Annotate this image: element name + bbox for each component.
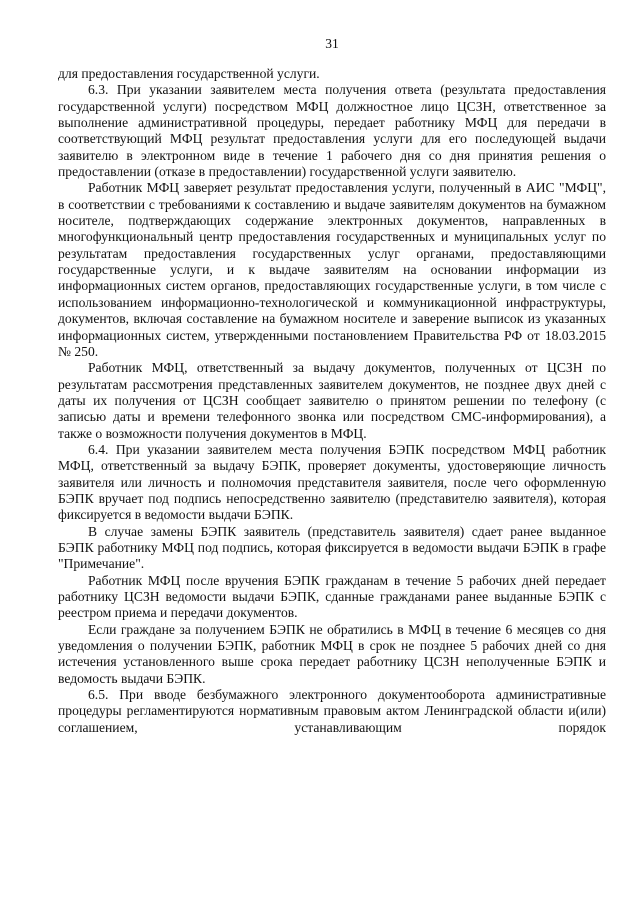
paragraph-bepk-transfer: Работник МФЦ после вручения БЭПК гражданам в течение 5 рабочих дней передает работнику ЦСЗН ведомости выдачи БЭПК, сданные гражданами ранее выданные БЭПК с реестром приема и передачи документов. xyxy=(58,572,606,621)
paragraph-6-3: 6.3. При указании заявителем места получения ответа (результата предоставления государственной услуги) посредством МФЦ должностное лицо ЦСЗН, ответственное за выполнение административной процедуры, передает работнику МФЦ для передачи в соответствующий МФЦ результат предоставления услуги для его последующей выдачи заявителю в электронном виде в течение 1 рабочего дня со дня принятия решения о предоставлении (отказе в предоставлении) государственной услуги заявителю. xyxy=(58,82,606,180)
paragraph-6-5: 6.5. При вводе безбумажного электронного документооборота административные процедуры регламентируются нормативным правовым актом Ленинградской области и(или) соглашением, устанавливающим порядок xyxy=(58,687,606,735)
document-body xyxy=(58,66,606,736)
paragraph-continuation: для предоставления государственной услуги. xyxy=(58,66,320,81)
paragraph-bepk-replacement: В случае замены БЭПК заявитель (представитель заявителя) сдает ранее выданное БЭПК работнику МФЦ под подпись, которая фиксируется в ведомости выдачи БЭПК в графе "Примечание". xyxy=(58,523,606,572)
paragraph-6-4: 6.4. При указании заявителем места получения БЭПК посредством МФЦ работник МФЦ, ответственный за выдачу БЭПК, проверяет документы, удостоверяющие личность заявителя или личность и полномочия представителя заявителя, после чего оформленную БЭПК вручает под подпись непосредственно заявителю (представителю заявителя), которая фиксируется в ведомости выдачи БЭПК. xyxy=(58,441,606,523)
page-number: 31 xyxy=(325,36,339,51)
paragraph-mfc-notification: Работник МФЦ, ответственный за выдачу документов, полученных от ЦСЗН по результатам рассмотрения представленных заявителем документов, не позднее двух дней с даты их получения от ЦСЗН сообщает заявителю о принятом решении по телефону (с записью даты и времени телефонного звонка или посредством СМС-информирования), а также о возможности получения документов в МФЦ. xyxy=(58,360,606,441)
paragraph-bepk-unclaimed: Если граждане за получением БЭПК не обратились в МФЦ в течение 6 месяцев со дня уведомления о получении БЭПК, работник МФЦ в срок не позднее 5 рабочих дней со дня истечения установленного выше срока передает работнику ЦСЗН неполученные БЭПК и ведомость выдачи БЭПК. xyxy=(58,621,606,686)
paragraph-mfc-certification: Работник МФЦ заверяет результат предоставления услуги, полученный в АИС "МФЦ", в соответствии с требованиями к составлению и выдаче заявителям документов на бумажном носителе, подтверждающих содержание электронных документов, направленных в многофункциональный центр предоставления государственных и муниципальных услуг по результатам предоставления государственных услуг органами, предоставляющими государственные услуги, и к выдаче заявителям на основании информации из информационных систем органов, предоставляющих государственные услуги, в том числе с использованием информационно-технологической и коммуникационной инфраструктуры, документов, включая составление на бумажном носителе и заверение выписок из указанных информационных систем, утвержденными постановлением Правительства РФ от 18.03.2015 № 250. xyxy=(58,180,606,359)
